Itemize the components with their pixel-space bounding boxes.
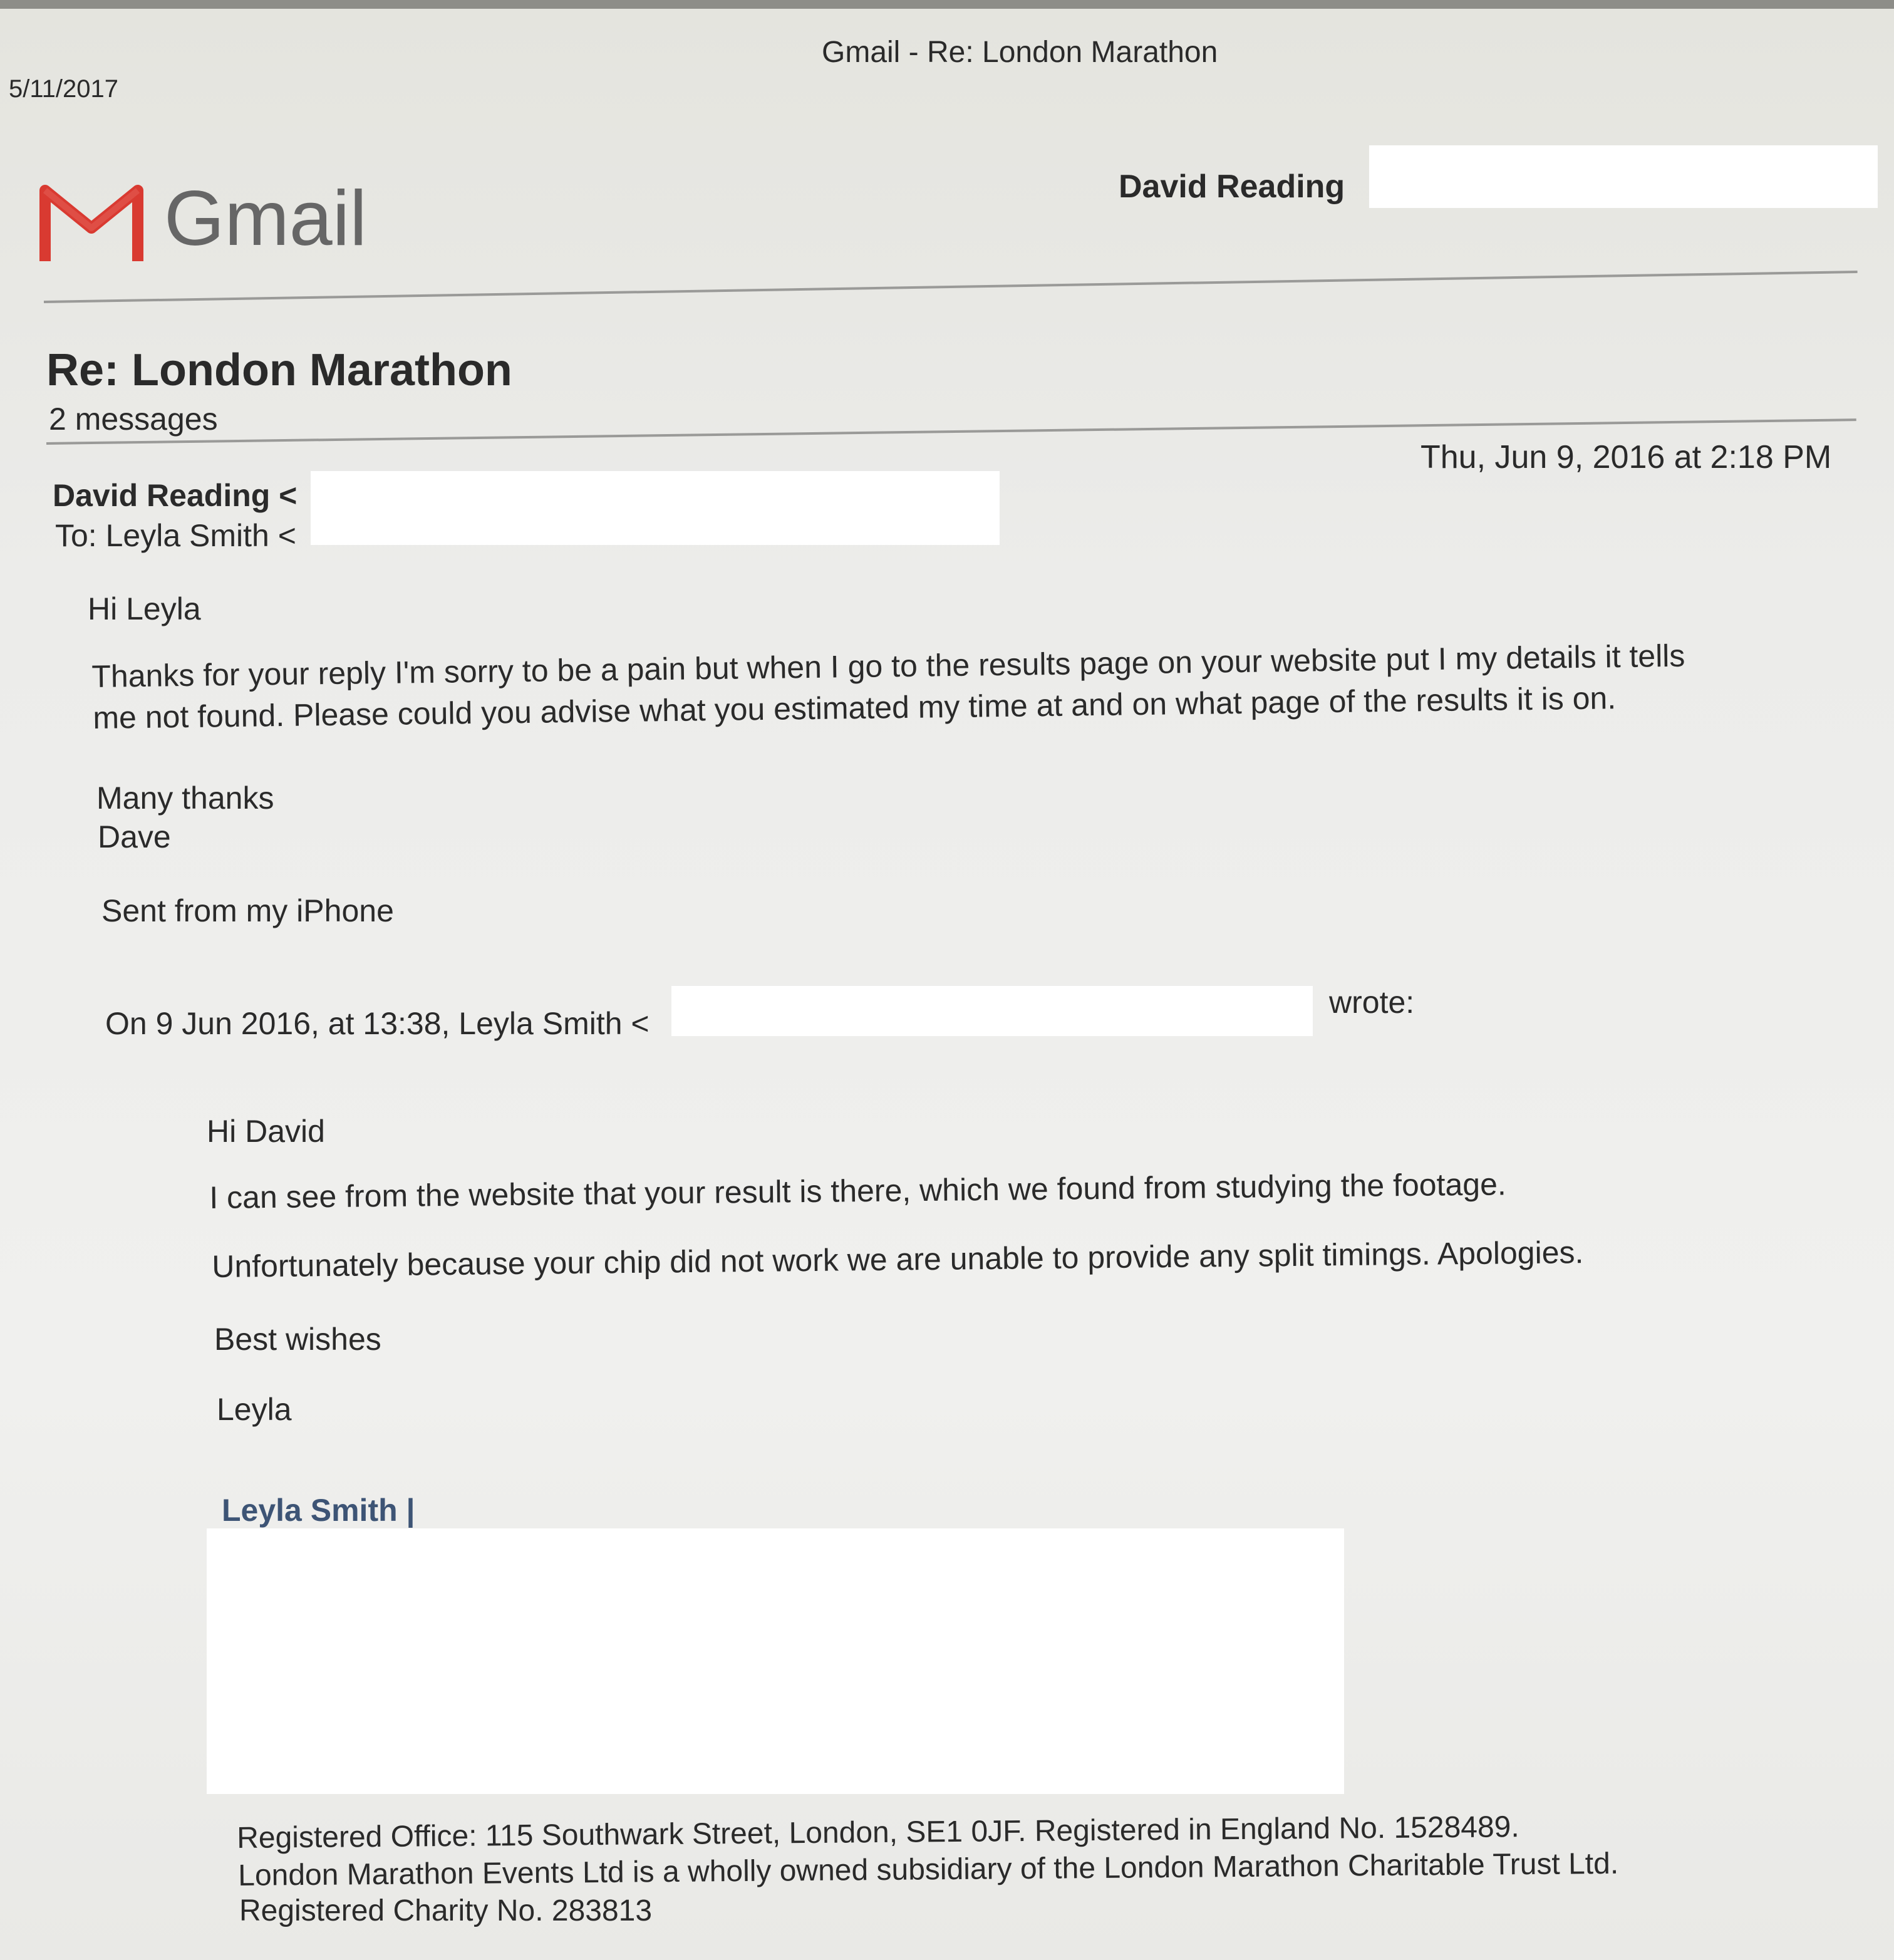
quote-attribution-suffix: wrote: (1329, 985, 1415, 1020)
quote-greeting: Hi David (207, 1114, 325, 1149)
gmail-m-icon (39, 183, 144, 264)
signature-name: Leyla Smith | (222, 1493, 415, 1528)
redaction-box-account-email (1369, 145, 1878, 208)
quote-name: Leyla (217, 1392, 292, 1427)
message-closing: Many thanks (96, 780, 274, 816)
gmail-logo-text: Gmail (164, 175, 367, 262)
header-divider (44, 271, 1858, 303)
footer-line-3: Registered Charity No. 283813 (239, 1894, 653, 1927)
redaction-box-quote-email (671, 986, 1313, 1036)
quote-attribution: On 9 Jun 2016, at 13:38, Leyla Smith < (105, 1006, 649, 1041)
message-signoff-name: Dave (98, 819, 171, 854)
quote-line-1: I can see from the website that your result is there, which we found from studying the footage. (209, 1166, 1507, 1215)
message-greeting: Hi Leyla (88, 591, 201, 626)
quote-line-2: Unfortunately because your chip did not work we are unable to provide any split timings. Apologies. (212, 1235, 1584, 1284)
footer-line-2: London Marathon Events Ltd is a wholly owned subsidiary of the London Marathon Charitable Trust Ltd. (238, 1847, 1619, 1892)
message-body-line-2: me not found. Please could you advise what you estimated my time at and on what page of the results it is on. (93, 680, 1617, 735)
message-from: David Reading < (53, 478, 298, 513)
message-count: 2 messages (49, 402, 218, 437)
message-to: To: Leyla Smith < (55, 518, 296, 553)
thread-subject: Re: London Marathon (46, 345, 512, 395)
footer-line-1: Registered Office: 115 Southwark Street, London, SE1 0JF. Registered in England No. 1528489. (237, 1810, 1519, 1855)
redaction-box-sender-email (311, 471, 1000, 545)
message-body-line-1: Thanks for your reply I'm sorry to be a pain but when I go to the results page on your website put I my details it tells (91, 638, 1685, 694)
print-title: Gmail - Re: London Marathon (822, 36, 1218, 69)
print-date: 5/11/2017 (9, 75, 118, 103)
quote-signoff: Best wishes (214, 1322, 381, 1357)
sent-from-line: Sent from my iPhone (101, 893, 394, 928)
account-name: David Reading (1119, 169, 1345, 205)
redaction-box-signature (207, 1528, 1344, 1794)
page-edge-shadow (0, 0, 1894, 9)
message-date: Thu, Jun 9, 2016 at 2:18 PM (1420, 439, 1832, 475)
